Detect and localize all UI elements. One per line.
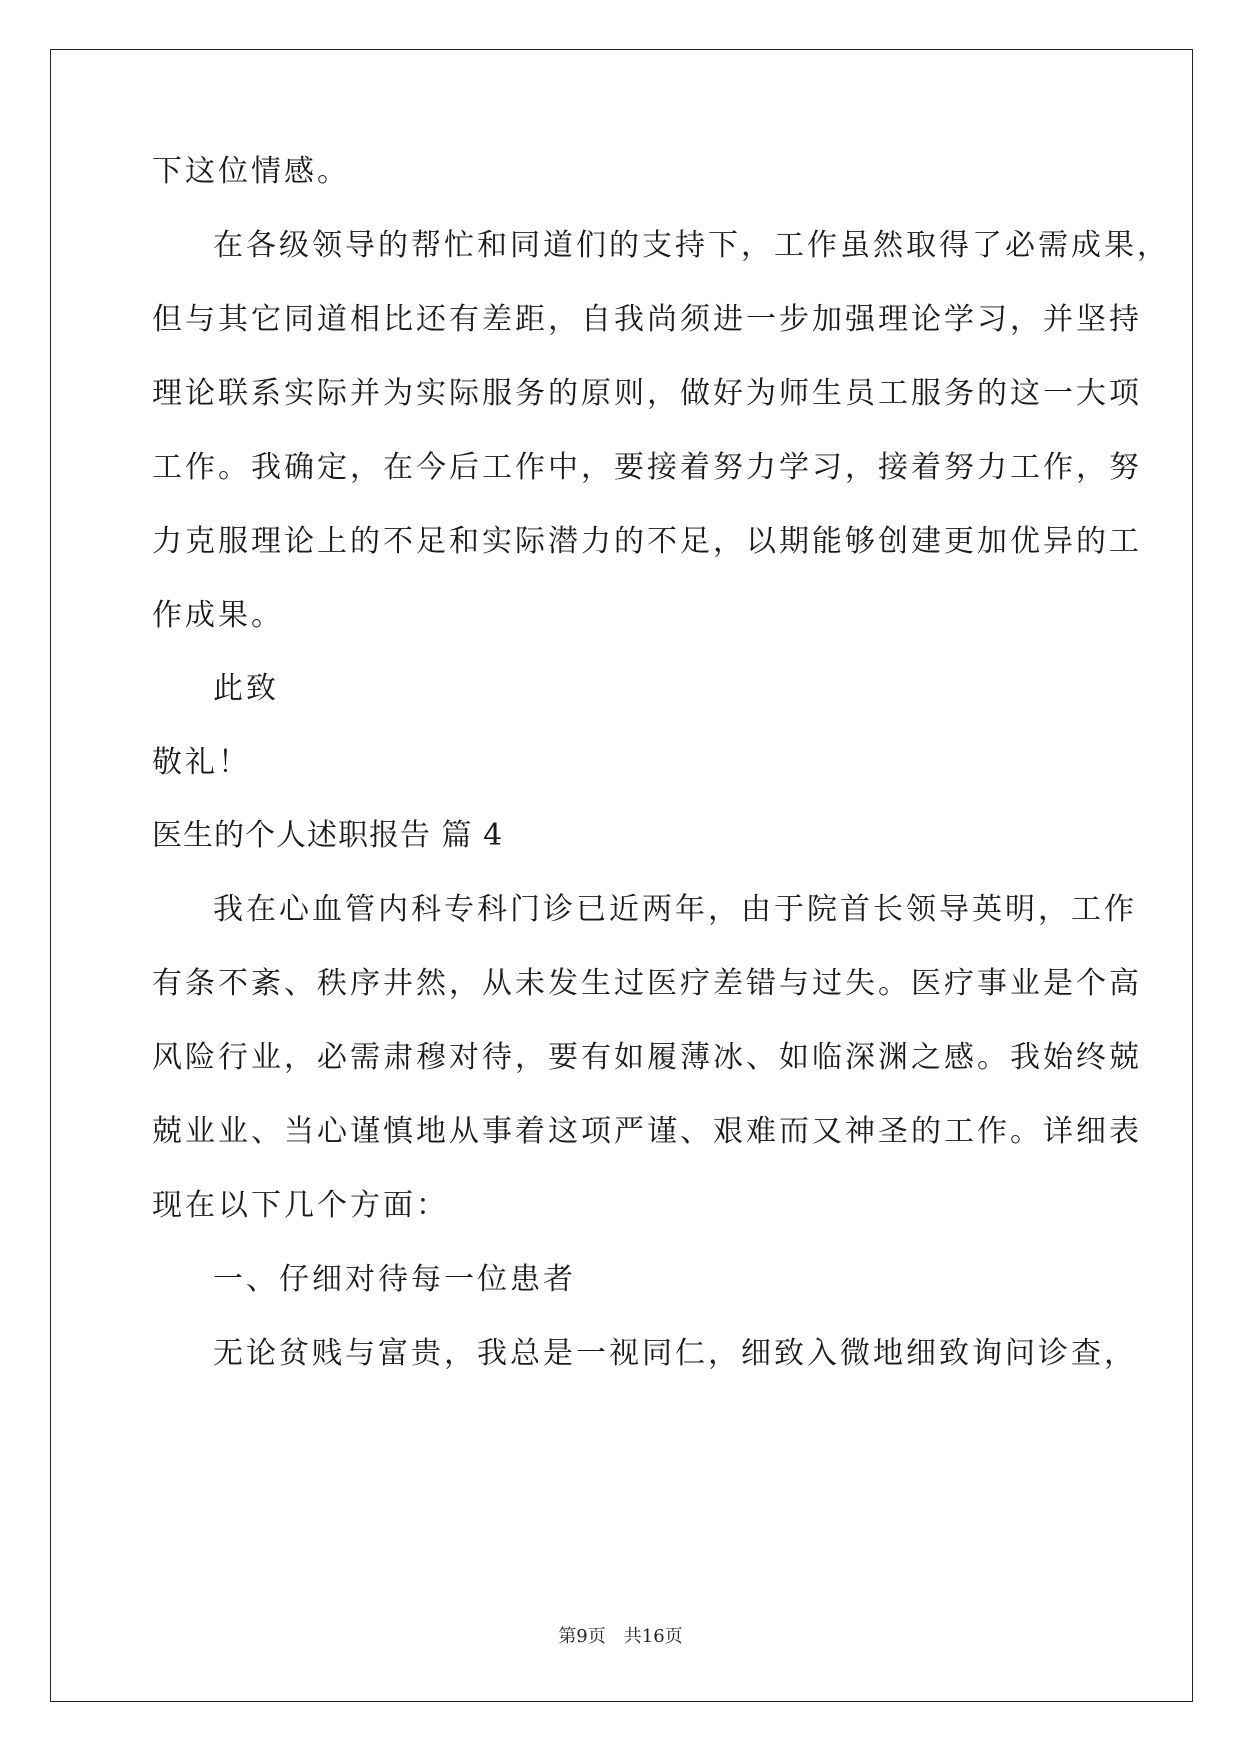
text-line: 工作。我确定，在今后工作中，要接着努力学习，接着努力工作，努 xyxy=(152,450,1142,485)
text-line: 力克服理论上的不足和实际潜力的不足，以期能够创建更加优异的工 xyxy=(152,524,1142,559)
page-total: 共16页 xyxy=(623,1626,683,1647)
salutation-line: 此致 xyxy=(213,671,279,706)
page-number: 第9页 xyxy=(558,1626,606,1647)
text-line: 有条不紊、秩序井然，从未发生过医疗差错与过失。医疗事业是个高 xyxy=(152,966,1142,1001)
text-line: 作成果。 xyxy=(152,598,284,633)
text-line: 我在心血管内科专科门诊已近两年，由于院首长领导英明，工作 xyxy=(213,892,1137,927)
text-line: 在各级领导的帮忙和同道们的支持下，工作虽然取得了必需成果， xyxy=(213,228,1170,263)
text-line: 无论贫贱与富贵，我总是一视同仁，细致入微地细致询问诊查， xyxy=(213,1336,1137,1371)
text-line: 但与其它同道相比还有差距，自我尚须进一步加强理论学习，并坚持 xyxy=(152,302,1142,337)
text-line: 现在以下几个方面： xyxy=(152,1188,449,1223)
page-border xyxy=(50,49,1193,1702)
closing-line: 敬礼！ xyxy=(152,745,251,780)
text-line: 兢业业、当心谨慎地从事着这项严谨、艰难而又神圣的工作。详细表 xyxy=(152,1114,1142,1149)
subheading-line: 一、仔细对待每一位患者 xyxy=(213,1262,576,1297)
section-heading: 医生的个人述职报告 篇 4 xyxy=(152,818,504,853)
page-footer xyxy=(0,1625,1241,1649)
text-line: 理论联系实际并为实际服务的原则，做好为师生员工服务的这一大项 xyxy=(152,376,1142,411)
text-line: 风险行业，必需肃穆对待，要有如履薄冰、如临深渊之感。我始终兢 xyxy=(152,1040,1142,1075)
text-line: 下这位情感。 xyxy=(152,154,350,189)
